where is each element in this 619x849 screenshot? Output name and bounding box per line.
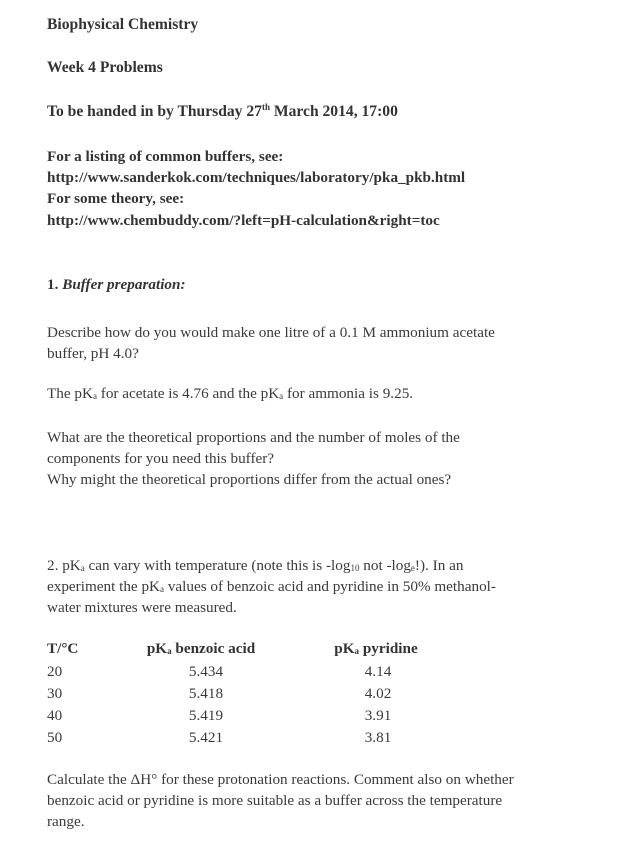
table-cell-benzoic: 5.419 <box>188 707 224 724</box>
text-run: pK <box>146 640 168 657</box>
table-cell-pyridine: 4.14 <box>364 663 392 680</box>
question1-para1-line1: Describe how do you would make one litre of a 0.1 M ammonium acetate <box>47 324 495 341</box>
text-run: benzoic acid <box>171 640 256 657</box>
buffers-label: For a listing of common buffers, see: <box>47 148 284 165</box>
subscript: a <box>80 563 85 573</box>
theory-url: http://www.chembuddy.com/?left=pH-calculation&right=toc <box>47 212 440 229</box>
question1-para3-line2: components for you need this buffer? <box>47 450 275 467</box>
text-run: 2. pK <box>47 557 81 574</box>
table-cell-temp: 30 <box>47 685 63 702</box>
course-title: Biophysical Chemistry <box>47 16 199 33</box>
deadline-suffix: March 2014, 17:00 <box>269 103 398 120</box>
text-run: not -log <box>359 557 411 574</box>
table-cell-pyridine: 3.81 <box>364 729 392 746</box>
text-run: !). In an <box>414 557 464 574</box>
question1-heading <box>47 274 186 295</box>
question2-closing-line3: range. <box>47 813 85 830</box>
table-cell-benzoic: 5.434 <box>188 663 224 680</box>
subscript: a <box>354 646 360 656</box>
text-run: for acetate is 4.76 and the pK <box>96 385 280 402</box>
table-header-temperature: T/°C <box>47 640 79 657</box>
question1-para3-line1: What are the theoretical proportions and the number of moles of the <box>47 429 460 446</box>
question2-intro-line3: water mixtures were measured. <box>47 599 237 616</box>
subscript: a <box>92 391 97 401</box>
buffers-url: http://www.sanderkok.com/techniques/laboratory/pka_pkb.html <box>47 169 466 186</box>
deadline-ordinal: th <box>261 102 270 112</box>
question1-number: 1. <box>47 276 63 293</box>
text-run: values of benzoic acid and pyridine in 50% methanol- <box>164 578 496 595</box>
text-run: pyridine <box>359 640 418 657</box>
subscript: a <box>160 584 165 594</box>
question1-para3-line3: Why might the theoretical proportions differ from the actual ones? <box>47 471 452 488</box>
table-cell-temp: 20 <box>47 663 63 680</box>
question1-para1-line2: buffer, pH 4.0? <box>47 345 139 362</box>
table-cell-temp: 40 <box>47 707 63 724</box>
question1-title: Buffer preparation: <box>62 276 186 293</box>
question2-closing-line1: Calculate the ΔH° for these protonation reactions. Comment also on whether <box>47 771 514 788</box>
subscript: a <box>167 646 172 656</box>
question2-closing-line2: benzoic acid or pyridine is more suitable as a buffer across the temperature <box>47 792 503 809</box>
table-cell-benzoic: 5.421 <box>188 729 224 746</box>
deadline <box>47 101 398 122</box>
question1-para2 <box>47 383 413 404</box>
subscript: a <box>279 391 284 401</box>
table-cell-benzoic: 5.418 <box>188 685 224 702</box>
text-run: for ammonia is 9.25. <box>283 385 414 402</box>
table-header-benzoic <box>147 638 255 659</box>
text-run: The pK <box>47 385 93 402</box>
text-run: experiment the pK <box>47 578 161 595</box>
table-cell-pyridine: 4.02 <box>364 685 392 702</box>
theory-label: For some theory, see: <box>47 190 185 207</box>
table-cell-temp: 50 <box>47 729 63 746</box>
table-cell-pyridine: 3.91 <box>364 707 392 724</box>
week-title: Week 4 Problems <box>47 59 163 76</box>
table-header-pyridine <box>334 638 417 659</box>
text-run: pK <box>334 640 355 657</box>
text-run: can vary with temperature (note this is -log <box>84 557 351 574</box>
deadline-prefix: To be handed in by Thursday 27 <box>47 103 262 120</box>
question2-intro-line2 <box>47 576 496 597</box>
subscript: 10 <box>350 563 360 573</box>
subscript: e <box>410 563 415 573</box>
question2-intro-line1 <box>47 555 463 576</box>
